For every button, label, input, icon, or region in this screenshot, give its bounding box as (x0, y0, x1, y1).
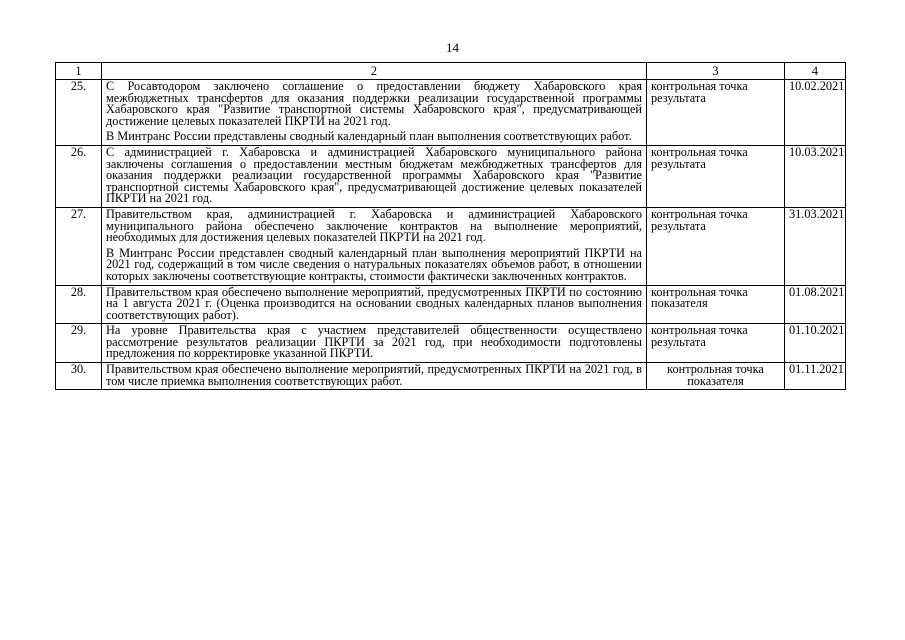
row-date: 31.03.2021 (785, 207, 846, 285)
row-checkpoint-type: контрольная точка показателя (647, 285, 785, 324)
description-paragraph: Правительством края обеспечено выполнение мероприятий, предусмотренных ПКРТИ по состоянию на 1 августа 2021 г. (Оценка производится на основании сводных календарных планов выполнения соответствующих работ). (106, 284, 642, 322)
table-row (56, 324, 846, 363)
row-number: 27. (56, 207, 102, 285)
row-number: 28. (56, 285, 102, 324)
row-number: 30. (56, 363, 102, 390)
row-description (102, 207, 647, 285)
table-row (56, 207, 846, 285)
row-checkpoint-type: контрольная точка показателя (647, 363, 785, 390)
description-paragraph: С администрацией г. Хабаровска и администрацией Хабаровского муниципального района заключены соглашения о предоставлении местным бюджетам межбюджетных трансфертов для оказания поддержки реализации государственной программы Хабаровского края "Развитие транспортной системы Хабаровского края", предусматривающей достижение целевых показателей ПКРТИ на 2021 год. (106, 144, 642, 206)
row-description (102, 80, 647, 146)
row-date: 10.02.2021 (785, 80, 846, 146)
description-paragraph: На уровне Правительства края с участием представителей общественности осуществлено рассмотрение результатов реализации ПКРТИ за 2021 год, при необходимости подготовлены предложения по корректировке указанной ПКРТИ. (106, 323, 642, 361)
row-date: 01.11.2021 (785, 363, 846, 390)
row-date: 10.03.2021 (785, 145, 846, 207)
header-row (56, 63, 846, 80)
row-checkpoint-type: контрольная точка результата (647, 145, 785, 207)
column-header-2: 2 (102, 63, 647, 80)
description-paragraph: С Росавтодором заключено соглашение о предоставлении бюджету Хабаровского края межбюджетных трансфертов для оказания поддержки реализации государственной программы Хабаровского края "Развитие транспортной системы Хабаровского края", предусматривающей достижение целевых показателей ПКРТИ на 2021 год. (106, 79, 642, 128)
table-row (56, 285, 846, 324)
description-paragraph: Правительством края обеспечено выполнение мероприятий, предусмотренных ПКРТИ на 2021 год, в том числе приемка выполнения соответствующих работ. (106, 362, 642, 388)
row-description (102, 285, 647, 324)
description-paragraph: В Минтранс России представлены сводный календарный план выполнения соответствующих работ. (106, 129, 632, 144)
row-description (102, 145, 647, 207)
schedule-table (55, 62, 846, 390)
row-date: 01.10.2021 (785, 324, 846, 363)
row-date: 01.08.2021 (785, 285, 846, 324)
table-row (56, 80, 846, 146)
row-number: 25. (56, 80, 102, 146)
column-header-4: 4 (785, 63, 846, 80)
column-header-3: 3 (647, 63, 785, 80)
row-description (102, 363, 647, 390)
row-checkpoint-type: контрольная точка результата (647, 324, 785, 363)
table-row (56, 363, 846, 390)
row-checkpoint-type: контрольная точка результата (647, 207, 785, 285)
page-number: 14 (446, 40, 459, 55)
row-checkpoint-type: контрольная точка результата (647, 80, 785, 146)
description-paragraph: Правительством края, администрацией г. Хабаровска и администрацией Хабаровского муниципального района обеспечено заключение контрактов на выполнение мероприятий, необходимых для достижения целевых показателей ПКРТИ на 2021 год. (106, 206, 642, 245)
row-number: 26. (56, 145, 102, 207)
row-number: 29. (56, 324, 102, 363)
table-row (56, 145, 846, 207)
description-paragraph: В Минтранс России представлен сводный календарный план выполнения мероприятий ПКРТИ на 2021 год, содержащий в том числе сведения о натуральных показателях объемов работ, в отношении которых заключены соответствующие контракты, стоимости фактически заключенных контрактов. (106, 245, 642, 283)
column-header-1: 1 (56, 63, 102, 80)
row-description (102, 324, 647, 363)
